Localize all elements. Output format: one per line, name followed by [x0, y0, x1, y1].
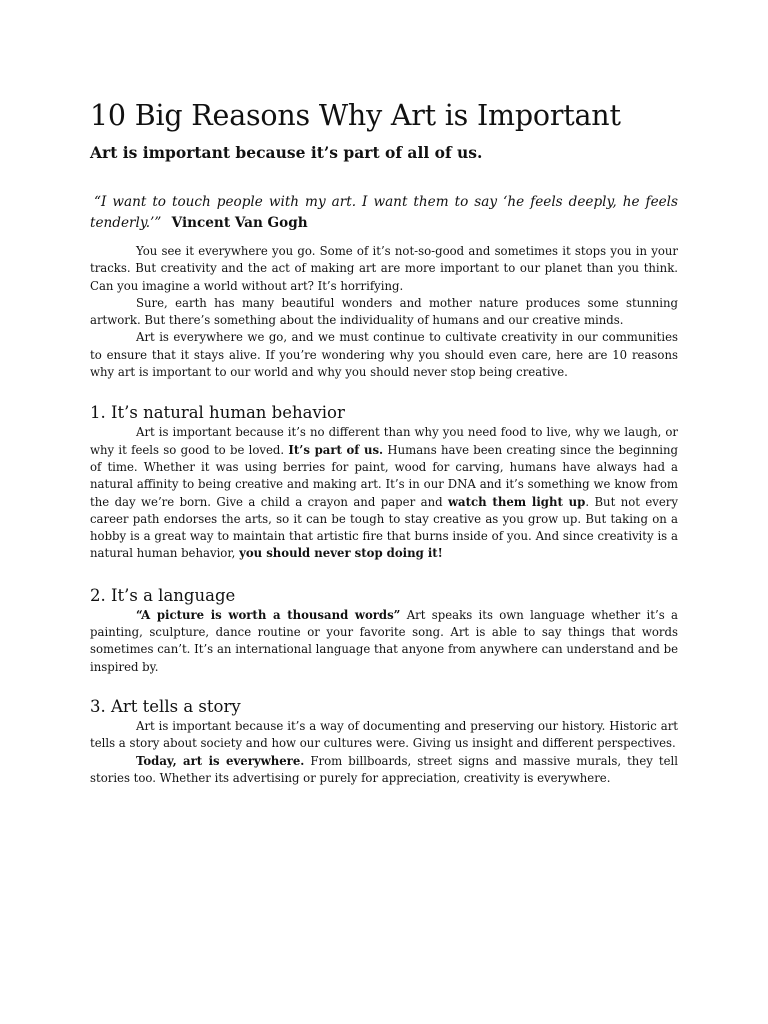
quote-block [90, 192, 678, 234]
paragraph-text: Art is important because it’s no different than why you need food to live, why we laugh, or why it feels so good to be loved. [90, 425, 678, 457]
paragraph-text: Humans have been creating since the beginning of time. Whether it was using berries for paint, wood for carving, humans have always had a natural affinity to being creative and making art. It’s in our DNA and it’s something we know from the day we’re born. Give a child a crayon and paper and [90, 442, 678, 509]
quote-author: Vincent Van Gogh [171, 215, 308, 231]
document-title: 10 Big Reasons Why Art is Important [90, 99, 621, 132]
section-paragraph [90, 607, 678, 676]
document-page [90, 94, 678, 787]
bold-phrase: you should never stop doing it! [239, 546, 443, 561]
paragraph-text: . But not every career path endorses the arts, so it can be tough to stay creative as you grow up. But taking on a hobby is a great way to maintain that artistic fire that burns inside of you. And since creativity is a natural human behavior, [90, 494, 679, 561]
paragraph-text: From billboards, street signs and massive murals, they tell stories too. Whether its advertising or purely for appreciation, creativity is everywhere. [90, 753, 679, 785]
intro-paragraph: Sure, earth has many beautiful wonders and mother nature produces some stunning artwork. But there’s something about the individuality of humans and our creative minds. [90, 295, 678, 328]
section-heading: 3. Art tells a story [90, 696, 241, 716]
intro-paragraph: Art is everywhere we go, and we must continue to cultivate creativity in our communities to ensure that it stays alive. If you’re wondering why you should even care, here are 10 reasons why art is important to our world and why you should never stop being creative. [90, 330, 678, 380]
section-heading: 1. It’s natural human behavior [90, 403, 345, 423]
intro-paragraph: You see it everywhere you go. Some of it’s not-so-good and sometimes it stops you in your tracks. But creativity and the act of making art are more important to our planet than you think. Can you imagine a world without art? It’s horrifying. [90, 244, 678, 293]
paragraph-text: Art speaks its own language whether it’s a painting, sculpture, dance routine or your favorite song. Art is able to say things that words sometimes can’t. It’s an international language that anyone from anywhere can understand and be inspired by. [90, 607, 678, 674]
quote-text: “I want to touch people with my art. I want them to say ‘he feels deeply, he feels tenderly.’” [90, 194, 678, 231]
section-paragraph: Art is important because it’s a way of documenting and preserving our history. Historic art tells a story about society and how our cultures were. Giving us insight and different perspectives. [90, 718, 678, 751]
bold-phrase: Today, art is everywhere. [136, 753, 305, 768]
section-paragraph [90, 753, 678, 788]
section-paragraph [90, 424, 678, 562]
section-heading: 2. It’s a language [90, 585, 236, 605]
bold-phrase: “A picture is worth a thousand words” [136, 607, 401, 622]
document-subtitle: Art is important because it’s part of all of us. [90, 143, 483, 162]
bold-phrase: It’s part of us. [288, 442, 384, 457]
bold-phrase: watch them light up [448, 494, 586, 509]
